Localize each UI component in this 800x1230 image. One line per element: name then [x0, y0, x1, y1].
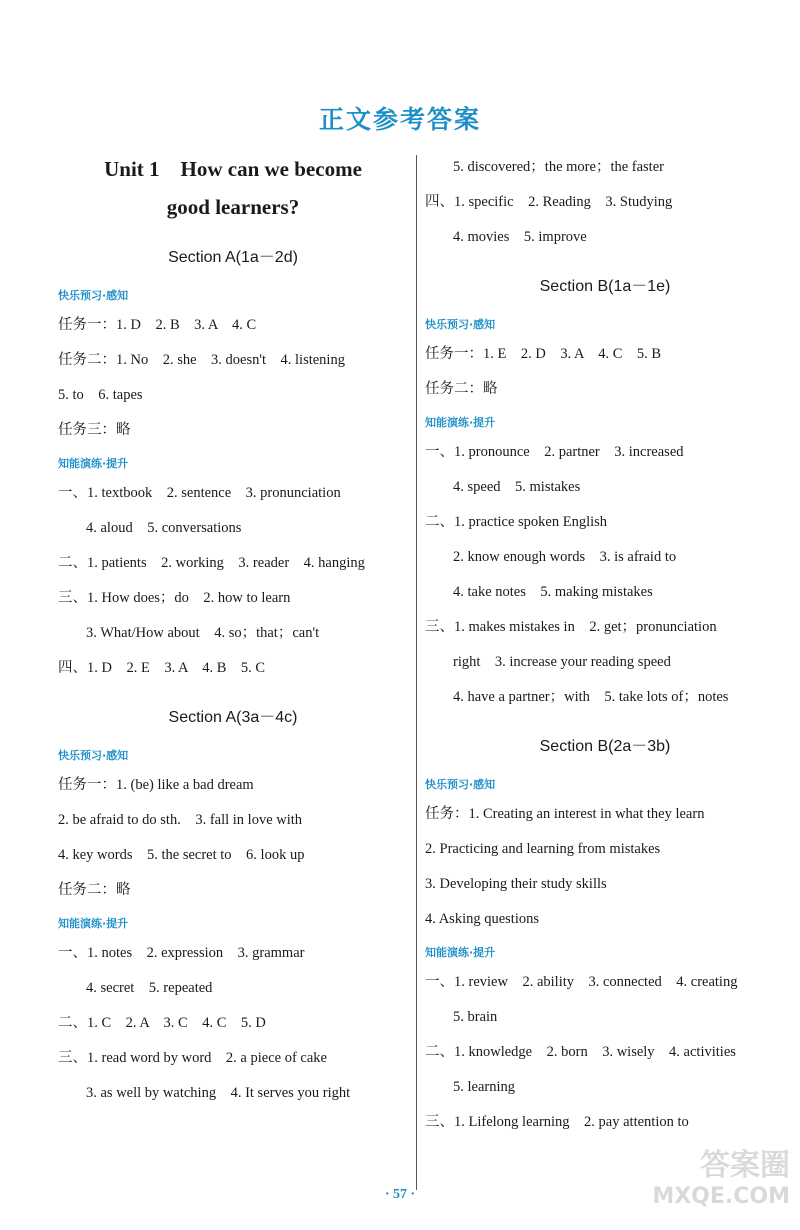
unit-title-line2: good learners? — [166, 195, 300, 219]
section-b-1a-1e-heading: Section B(1a－1e) — [539, 278, 671, 295]
answer-line: 4. aloud 5. conversations — [86, 520, 242, 536]
answer-line: 三、1. makes mistakes in 2. get；pronunciation — [425, 619, 717, 635]
section-a-1a-2d-heading: Section A(1a－2d) — [168, 249, 298, 266]
section-b-2a-3b-heading: Section B(2a－3b) — [539, 738, 671, 755]
answer-line: 4. movies 5. improve — [453, 229, 587, 245]
practice-tag: 知能演练·提升 — [425, 416, 496, 429]
practice-tag: 知能演练·提升 — [58, 917, 129, 930]
answer-line: 二、1. knowledge 2. born 3. wisely 4. activities — [425, 1044, 736, 1060]
answer-line: 2. know enough words 3. is afraid to — [453, 549, 677, 565]
answer-line: 任务二：略 — [425, 381, 498, 397]
section-a-3a-4c-heading: Section A(3a－4c) — [168, 709, 298, 726]
answer-line: 四、1. specific 2. Reading 3. Studying — [425, 194, 673, 210]
answer-line: 二、1. C 2. A 3. C 4. C 5. D — [58, 1015, 266, 1031]
answer-line: 一、1. textbook 2. sentence 3. pronunciation — [58, 485, 341, 501]
practice-tag: 知能演练·提升 — [58, 457, 129, 470]
answer-line: right 3. increase your reading speed — [453, 654, 671, 670]
column-divider — [416, 155, 417, 1190]
practice-tag: 知能演练·提升 — [425, 946, 496, 959]
answer-line: 一、1. pronounce 2. partner 3. increased — [425, 444, 684, 460]
answer-line: 任务一：1. (be) like a bad dream — [58, 777, 254, 793]
answer-line: 5. learning — [453, 1079, 516, 1095]
preview-tag: 快乐预习·感知 — [425, 778, 496, 791]
answer-line: 4. secret 5. repeated — [86, 980, 213, 996]
answer-line: 任务一：1. E 2. D 3. A 4. C 5. B — [425, 346, 662, 362]
answer-line: 5. to 6. tapes — [58, 387, 143, 403]
answer-line: 5. brain — [453, 1009, 498, 1025]
answer-line: 一、1. notes 2. expression 3. grammar — [58, 945, 305, 961]
answer-line: 四、1. D 2. E 3. A 4. B 5. C — [58, 660, 266, 676]
watermark-logo — [600, 1140, 790, 1220]
answer-line: 3. What/How about 4. so；that；can't — [86, 625, 320, 641]
preview-tag: 快乐预习·感知 — [58, 289, 129, 302]
answer-line: 三、1. read word by word 2. a piece of cake — [58, 1050, 327, 1066]
answer-line: 三、1. Lifelong learning 2. pay attention to — [425, 1114, 689, 1130]
answer-line: 二、1. practice spoken English — [425, 514, 608, 530]
left-column — [58, 150, 408, 1111]
answer-line: 4. have a partner；with 5. take lots of；notes — [453, 689, 729, 705]
page-number: · 57 · — [384, 1187, 416, 1202]
watermark-url: MXQE.COM — [652, 1184, 790, 1209]
answer-line: 一、1. review 2. ability 3. connected 4. creating — [425, 974, 738, 990]
answer-line: 三、1. How does；do 2. how to learn — [58, 590, 291, 606]
answer-line: 任务二：略 — [58, 882, 131, 898]
watermark-text: 答案圈 — [700, 1148, 790, 1183]
preview-tag: 快乐预习·感知 — [425, 318, 496, 331]
answer-line: 2. be afraid to do sth. 3. fall in love with — [58, 812, 303, 828]
answer-line: 2. Practicing and learning from mistakes — [425, 841, 661, 857]
answer-line: 二、1. patients 2. working 3. reader 4. hanging — [58, 555, 365, 571]
page-title: 正文参考答案 — [318, 105, 481, 134]
answer-line: 4. speed 5. mistakes — [453, 479, 581, 495]
answer-line: 4. Asking questions — [425, 911, 539, 927]
answer-line: 5. discovered；the more；the faster — [453, 159, 664, 175]
answer-line: 3. as well by watching 4. It serves you right — [86, 1085, 351, 1101]
answer-line: 任务二：1. No 2. she 3. doesn't 4. listening — [58, 352, 345, 368]
answer-line: 任务三：略 — [58, 422, 131, 438]
answer-line: 任务一：1. D 2. B 3. A 4. C — [58, 317, 257, 333]
answer-line: 任务：1. Creating an interest in what they learn — [425, 806, 705, 822]
answer-line: 4. take notes 5. making mistakes — [453, 584, 653, 600]
preview-tag: 快乐预习·感知 — [58, 749, 129, 762]
answer-line: 3. Developing their study skills — [425, 876, 607, 892]
unit-title-line1: Unit 1 How can we become — [104, 157, 362, 181]
right-column — [425, 150, 785, 1140]
answer-line: 4. key words 5. the secret to 6. look up — [58, 847, 305, 863]
